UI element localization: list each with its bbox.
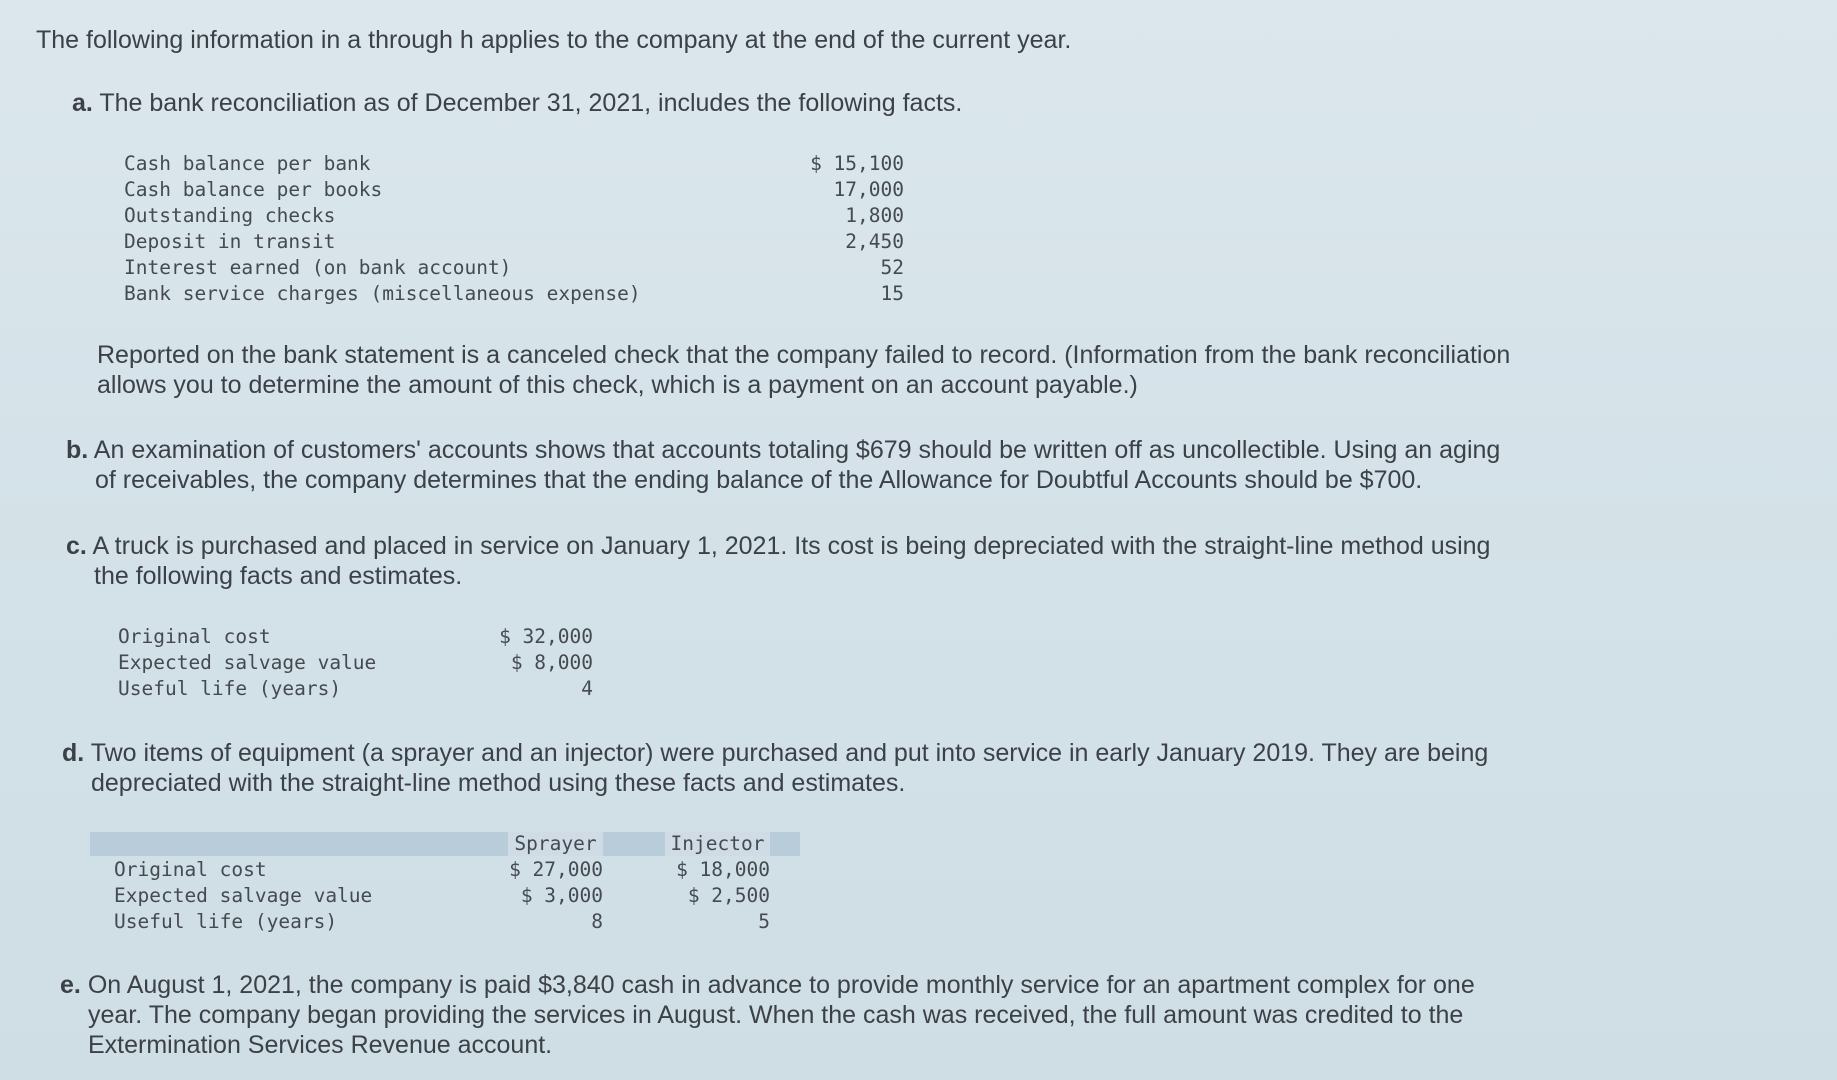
column-header-sprayer: Sprayer	[508, 832, 603, 856]
item-e-letter: e.	[60, 971, 81, 999]
truck-facts-table	[118, 624, 618, 704]
item-e-line: year. The company began providing the services in August. When the cash was received, the full amount was credited to the	[88, 1001, 1464, 1029]
fact-value: 52	[880, 256, 904, 279]
fact-label: Interest earned (on bank account)	[124, 256, 512, 279]
item-e-line: On August 1, 2021, the company is paid $3,840 cash in advance to provide monthly service for an apartment complex for one	[87, 971, 1475, 999]
intro-text	[36, 25, 1071, 55]
item-a-letter: a.	[72, 89, 93, 117]
fact-value: $ 15,100	[810, 152, 904, 175]
item-c-letter: c.	[66, 532, 87, 560]
item-d	[62, 738, 1488, 798]
item-c	[66, 531, 1490, 591]
row-label: Expected salvage value	[114, 884, 373, 907]
item-a-note	[97, 340, 1510, 400]
fact-value: 17,000	[833, 178, 904, 201]
sprayer-value: 8	[591, 910, 603, 933]
injector-value: 5	[758, 910, 770, 933]
item-d-line: depreciated with the straight-line method using these facts and estimates.	[91, 769, 906, 797]
fact-label: Expected salvage value	[118, 651, 377, 674]
fact-value: 15	[880, 282, 904, 305]
column-header-injector: Injector	[665, 832, 770, 856]
fact-value: $ 32,000	[499, 625, 593, 648]
fact-label: Original cost	[118, 625, 271, 648]
row-label: Useful life (years)	[114, 910, 338, 933]
injector-value: $ 2,500	[687, 884, 770, 907]
fact-value: 1,800	[845, 204, 904, 227]
table-row	[90, 909, 810, 935]
row-label: Original cost	[114, 858, 267, 881]
table-row	[90, 857, 810, 883]
fact-label: Cash balance per books	[124, 178, 383, 201]
table-row	[118, 676, 618, 702]
item-a-heading	[72, 88, 962, 118]
table-row	[124, 255, 924, 281]
fact-value: 2,450	[845, 230, 904, 253]
fact-label: Deposit in transit	[124, 230, 336, 253]
sprayer-value: $ 27,000	[509, 858, 603, 881]
sprayer-value: $ 3,000	[520, 884, 603, 907]
item-c-line: the following facts and estimates.	[94, 562, 463, 590]
note-line: allows you to determine the amount of this check, which is a payment on an account payable.)	[97, 371, 1138, 399]
fact-value: 4	[581, 677, 593, 700]
item-b-line: An examination of customers' accounts shows that accounts totaling $679 should be written off as uncollectible. Using an aging	[93, 436, 1501, 464]
equipment-facts-table	[90, 832, 810, 942]
table-row	[124, 229, 924, 255]
fact-label: Cash balance per bank	[124, 152, 371, 175]
bank-reconciliation-table	[124, 151, 924, 311]
fact-label: Useful life (years)	[118, 677, 342, 700]
item-d-letter: d.	[62, 739, 85, 767]
fact-value: $ 8,000	[510, 651, 593, 674]
item-a-text: The bank reconciliation as of December 31, 2021, includes the following facts.	[99, 89, 963, 117]
item-d-line: Two items of equipment (a sprayer and an injector) were purchased and put into service in early January 2019. They are being	[90, 739, 1489, 767]
table-row	[124, 281, 924, 307]
item-b-letter: b.	[66, 436, 89, 464]
intro-line: The following information in a through h applies to the company at the end of the current year.	[36, 26, 1072, 54]
table-row	[90, 883, 810, 909]
table-row	[118, 650, 618, 676]
item-e	[60, 970, 1475, 1060]
note-line: Reported on the bank statement is a canceled check that the company failed to record. (Information from the bank reconciliation	[97, 341, 1511, 369]
item-e-line: Extermination Services Revenue account.	[88, 1031, 553, 1059]
fact-label: Outstanding checks	[124, 204, 336, 227]
injector-value: $ 18,000	[676, 858, 770, 881]
table-row	[124, 177, 924, 203]
item-b-line: of receivables, the company determines that the ending balance of the Allowance for Doubtful Accounts should be $700.	[95, 466, 1423, 494]
table-row	[124, 203, 924, 229]
table-row	[124, 151, 924, 177]
fact-label: Bank service charges (miscellaneous expense)	[124, 282, 641, 305]
item-b	[66, 435, 1500, 495]
table-row	[118, 624, 618, 650]
item-c-line: A truck is purchased and placed in service on January 1, 2021. Its cost is being depreciated with the straight-line method using	[92, 532, 1491, 560]
